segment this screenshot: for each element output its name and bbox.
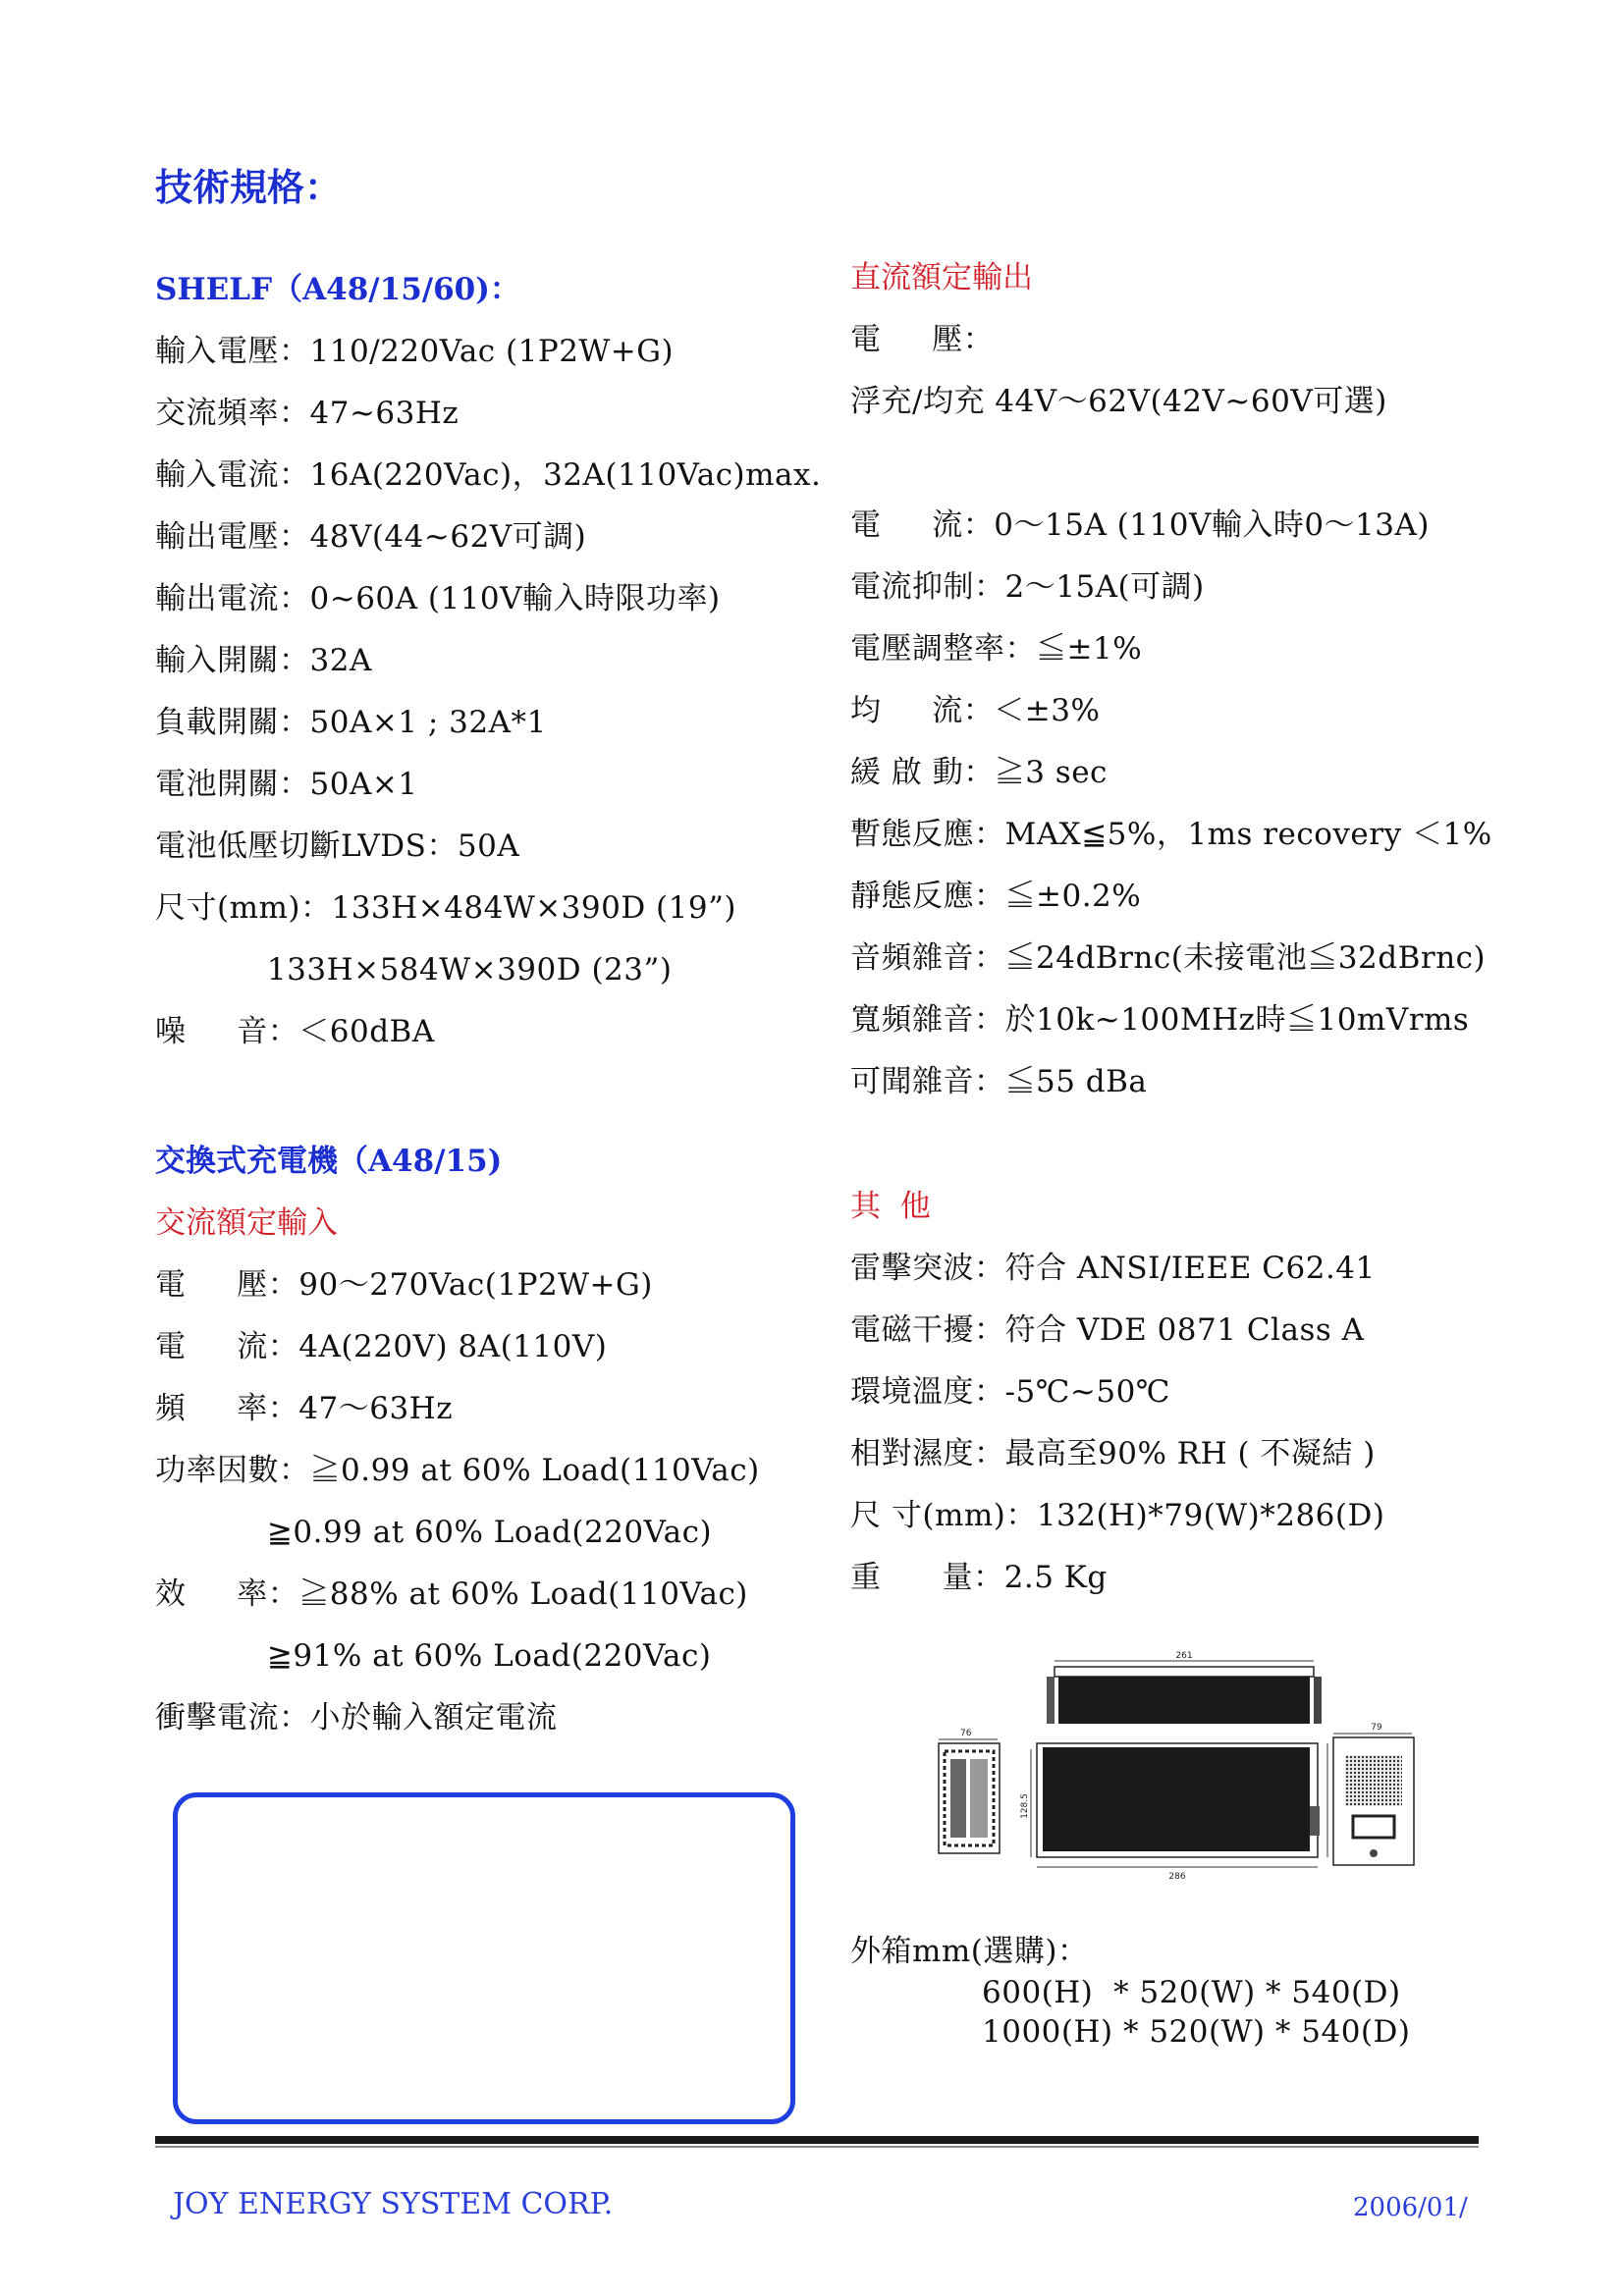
- dim-right-label: 79: [1371, 1723, 1382, 1733]
- dim-left-label: 76: [960, 1729, 972, 1738]
- dim-top-label: 261: [1175, 1651, 1193, 1661]
- dc-spec: 均 流：＜±3%: [850, 693, 1101, 728]
- blank-frame: [173, 1792, 795, 2124]
- cabinet-option: 600(H) * 520(W) * 540(D): [982, 1975, 1401, 2010]
- shelf-spec: 負載開關：50A×1 ; 32A*1: [155, 705, 547, 740]
- other-spec: 相對濕度：最高至90% RH ( 不凝結 ): [850, 1436, 1376, 1471]
- dc-spec: 電壓調整率：≦±1%: [850, 631, 1143, 667]
- footer-rule: [155, 2136, 1479, 2144]
- other-spec: 電磁干擾：符合 VDE 0871 Class A: [850, 1312, 1365, 1348]
- cabinet-heading: 外箱mm(選購)：: [850, 1934, 1089, 1969]
- charger-spec: 電 流：4A(220V) 8A(110V): [155, 1329, 608, 1364]
- other-spec: 環境溫度：-5℃~50℃: [850, 1374, 1170, 1410]
- shelf-spec: 電池開關：50A×1: [155, 767, 418, 802]
- shelf-spec: 輸入開關：32A: [155, 643, 372, 678]
- other-spec: 尺 寸(mm)：132(H)*79(W)*286(D): [850, 1498, 1385, 1533]
- dc-spec: 電流抑制：2～15A(可調): [850, 569, 1205, 605]
- other-spec: 重 量：2.5 Kg: [850, 1560, 1108, 1595]
- charger-spec: 效 率：≧88% at 60% Load(110Vac): [155, 1576, 748, 1612]
- cabinet-section: [850, 1930, 1410, 2052]
- shelf-spec: 輸入電壓：110/220Vac (1P2W+G): [155, 334, 675, 369]
- dc-spec: 緩 啟 動：≧3 sec: [850, 755, 1108, 790]
- shelf-spec: 交流頻率：47~63Hz: [155, 396, 460, 431]
- shelf-spec: 輸出電流：0~60A (110V輸入時限功率): [155, 581, 721, 616]
- shelf-spec: 噪 音：＜60dBA: [155, 1014, 435, 1049]
- dimension-drawing: [921, 1649, 1432, 1885]
- dc-spec: 靜態反應：≦±0.2%: [850, 879, 1142, 914]
- dc-output-heading: 直流額定輸出: [850, 260, 1033, 295]
- dc-spec: 暫態反應：MAX≦5%，1ms recovery ＜1%: [850, 817, 1492, 852]
- shelf-spec: 尺寸(mm)：133H×484W×390D (19”): [155, 890, 737, 926]
- charger-spec: 衝擊電流：小於輸入額定電流: [155, 1700, 558, 1735]
- shelf-spec: 133H×584W×390D (23”): [155, 952, 673, 988]
- dc-voltage-value: 浮充/均充 44V～62V(42V~60V可選): [850, 384, 1387, 419]
- document-date: 2006/01/: [1353, 2193, 1468, 2222]
- dc-voltage-label: 電 壓：: [850, 322, 995, 357]
- footer-rule-thin: [155, 2146, 1479, 2148]
- dc-spec: 音頻雜音：≦24dBrnc(未接電池≦32dBrnc): [850, 940, 1487, 976]
- charger-spec: 頻 率：47～63Hz: [155, 1391, 454, 1426]
- shelf-spec: 電池低壓切斷LVDS：50A: [155, 828, 520, 864]
- other-section: [850, 1176, 1384, 1609]
- charger-spec: ≧91% at 60% Load(220Vac): [155, 1638, 712, 1674]
- charger-spec: 電 壓：90～270Vac(1P2W+G): [155, 1267, 653, 1303]
- charger-spec: 功率因數：≧0.99 at 60% Load(110Vac): [155, 1453, 760, 1488]
- charger-section: [155, 1131, 760, 1749]
- dc-spec: 可聞雜音：≦55 dBa: [850, 1064, 1148, 1099]
- ac-input-heading: 交流額定輸入: [155, 1205, 338, 1241]
- company-name: JOY ENERGY SYSTEM CORP.: [173, 2187, 614, 2221]
- page-title: 技術規格：: [155, 166, 343, 209]
- dc-spec: 寬頻雜音：於10k~100MHz時≦10mVrms: [850, 1002, 1470, 1038]
- cabinet-option: 1000(H) * 520(W) * 540(D): [982, 2014, 1411, 2050]
- dim-height-left-label: 128.5: [1020, 1793, 1030, 1819]
- charger-heading: 交換式充電機（A48/15): [155, 1144, 503, 1179]
- dc-output-section: [850, 247, 1492, 1113]
- dim-bottom-label: 286: [1168, 1872, 1186, 1882]
- shelf-heading: SHELF（A48/15/60)：: [155, 272, 520, 307]
- other-spec: 雷擊突波：符合 ANSI/IEEE C62.41: [850, 1251, 1376, 1286]
- other-heading: 其 他: [850, 1189, 931, 1224]
- dc-spec: 電 流：0～15A (110V輸入時0～13A): [850, 507, 1430, 543]
- charger-spec: ≧0.99 at 60% Load(220Vac): [155, 1515, 713, 1550]
- shelf-spec: 輸出電壓：48V(44~62V可調): [155, 519, 587, 555]
- shelf-spec: 輸入電流：16A(220Vac)，32A(110Vac)max.: [155, 457, 822, 493]
- shelf-section: [155, 259, 821, 1063]
